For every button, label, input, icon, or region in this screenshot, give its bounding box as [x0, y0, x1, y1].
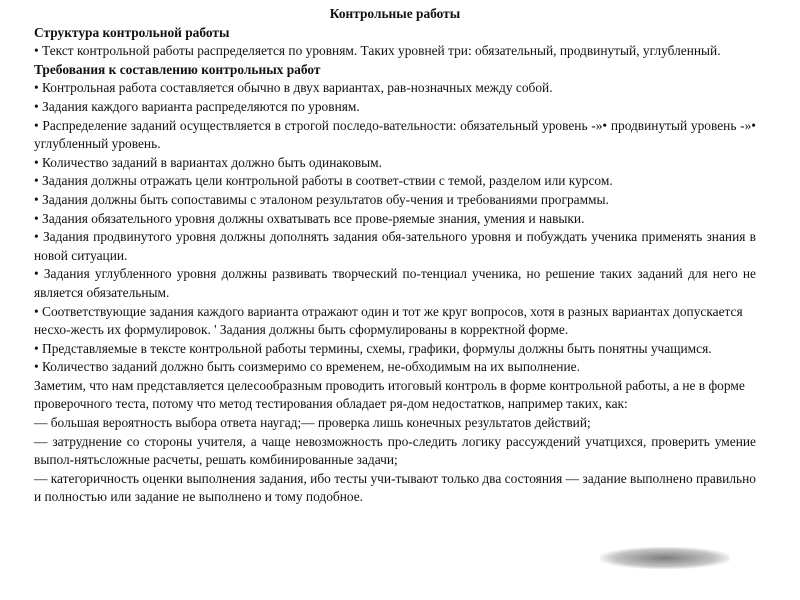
- list-item: • Количество заданий в вариантах должно быть одинаковым.: [34, 154, 382, 170]
- list-item: • Соответствующие задания каждого варианта отражают один и тот же круг вопросов, хотя в разных вариантах допускается несхо-жесть их формулировок. ' Задания должны быть сформулированы в корректной форме.: [34, 303, 743, 338]
- closing-paragraph: Заметим, что нам представляется целесообразным проводить итоговый контроль в форме контрольной работы, а не в форме: [34, 377, 745, 393]
- dash-list-item: — категоричность оценки выполнения задания, ибо тесты учи-тывают только два состояния — задание выполнено правильно и полностью или задание не выполнено и тому подобное.: [34, 470, 756, 505]
- closing-paragraph-continued: проверочного теста, потому что метод тестирования обладает ря-дом недостатков, например таких, как:: [34, 396, 628, 412]
- paragraph: • Текст контрольной работы распределяется по уровням. Таких уровней три: обязательный, продвинутый, углубленный.: [34, 43, 721, 59]
- document-title: Контрольные работы: [329, 6, 461, 21]
- list-item: • Количество заданий должно быть соизмеримо со временем, не-обходимым на их выполнение.: [34, 359, 580, 375]
- list-item: • Представляемые в тексте контрольной работы термины, схемы, графики, формулы должны быть понятны учащимся.: [34, 340, 712, 356]
- scan-smudge: [600, 547, 730, 569]
- list-item: • Задания каждого варианта распределяются по уровням.: [34, 98, 360, 114]
- list-item: • Распределение заданий осуществляется в строгой последо-вательности: обязательный уровень -»• продвинутый уровень -»• углубленный уровень.: [34, 117, 756, 152]
- list-item: • Задания продвинутого уровня должны дополнять задания обя-зательного уровня и побуждать ученика применять знания в новой ситуации.: [34, 229, 756, 263]
- section-heading-requirements: Требования к составлению контрольных работ: [34, 61, 321, 77]
- section-heading-structure: Структура контрольной работы: [34, 24, 230, 40]
- list-item: • Задания углубленного уровня должны развивать творческий по-тенциал ученика, но решение таких заданий для него не является обязательным.: [34, 266, 756, 300]
- list-item: • Задания должны быть сопоставимы с эталоном результатов обу-чения и требованиями программы.: [34, 191, 609, 207]
- dash-list-item: — затруднение со стороны учителя, а чаще невозможность про-следить логику рассуждений учатцихся, проверить умение выпол-нятьсложные расчеты, решать комбинированные задачи;: [34, 433, 756, 468]
- dash-list-item: — большая вероятность выбора ответа наугад;— проверка лишь конечных результатов действий;: [34, 415, 591, 431]
- list-item: • Задания должны отражать цели контрольной работы в соответ-ствии с темой, разделом или курсом.: [34, 173, 613, 189]
- list-item: • Задания обязательного уровня должны охватывать все прове-ряемые знания, умения и навыки.: [34, 210, 585, 226]
- list-item: • Контрольная работа составляется обычно в двух вариантах, рав-нозначных между собой.: [34, 80, 553, 96]
